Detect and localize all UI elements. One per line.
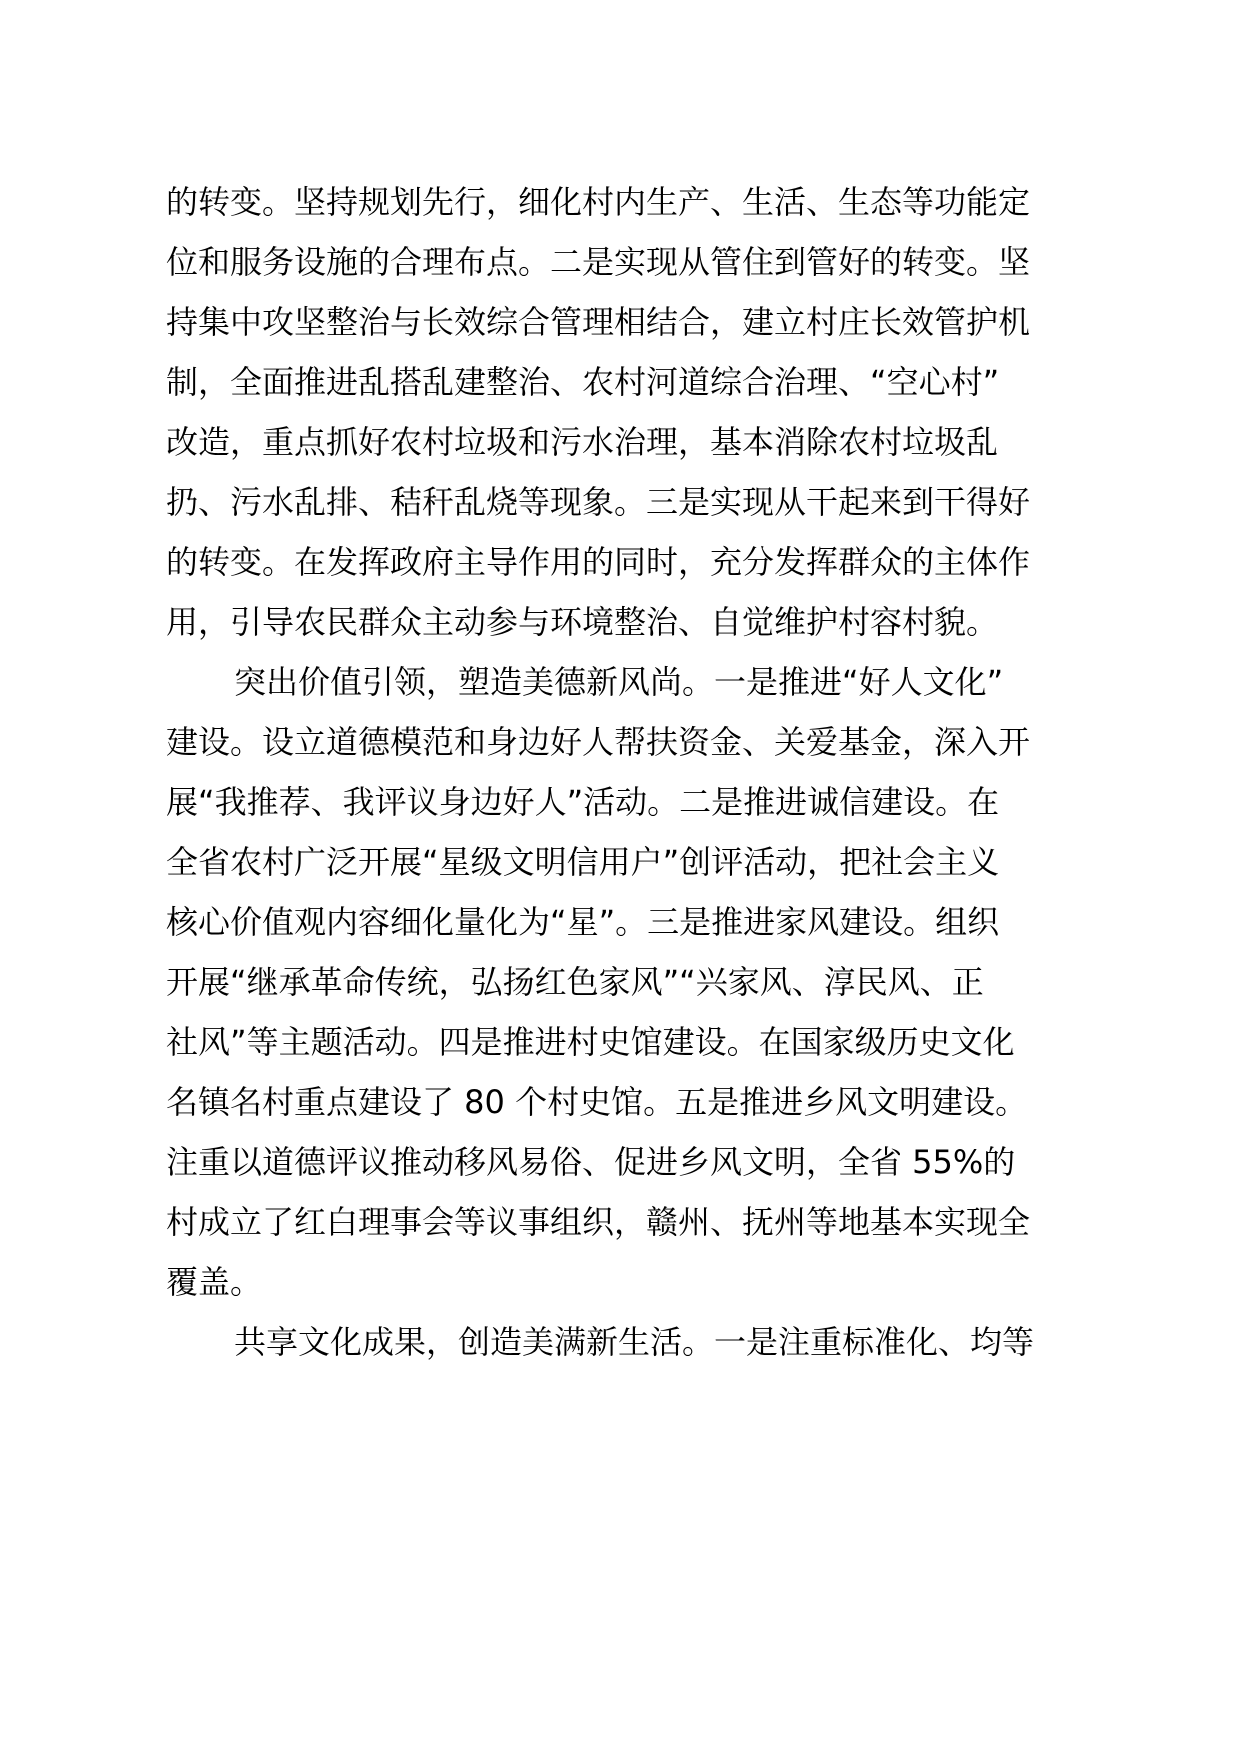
paragraph-line: 共享文化成果，创造美满新生活。一是注重标准化、均等 bbox=[234, 1323, 1035, 1361]
paragraph-line: 注重以道德评议推动移风易俗、促进乡风文明，全省 55%的 bbox=[166, 1143, 1016, 1181]
paragraph-line: 位和服务设施的合理布点。二是实现从管住到管好的转变。坚 bbox=[166, 243, 1031, 281]
paragraph-line: 名镇名村重点建设了 80 个村史馆。五是推进乡风文明建设。 bbox=[166, 1083, 1028, 1121]
paragraph-line: 建设。设立道德模范和身边好人帮扶资金、关爱基金，深入开 bbox=[166, 723, 1031, 761]
paragraph-line: 用，引导农民群众主动参与环境整治、自觉维护村容村貌。 bbox=[166, 603, 999, 641]
paragraph-line: 开展“继承革命传统，弘扬红色家风”“兴家风、淳民风、正 bbox=[166, 963, 984, 1001]
paragraph-line: 村成立了红白理事会等议事组织，赣州、抚州等地基本实现全 bbox=[166, 1203, 1031, 1241]
paragraph-line: 展“我推荐、我评议身边好人”活动。二是推进诚信建设。在 bbox=[166, 783, 1000, 821]
paragraph-line: 突出价值引领，塑造美德新风尚。一是推进“好人文化” bbox=[234, 663, 1004, 701]
paragraph-line: 持集中攻坚整治与长效综合管理相结合，建立村庄长效管护机 bbox=[166, 303, 1031, 341]
paragraph-line: 核心价值观内容细化量化为“星”。三是推进家风建设。组织 bbox=[166, 903, 1000, 941]
paragraph-line: 全省农村广泛开展“星级文明信用户”创评活动，把社会主义 bbox=[166, 843, 1000, 881]
paragraph-line: 改造，重点抓好农村垃圾和污水治理，基本消除农村垃圾乱 bbox=[166, 423, 999, 461]
paragraph-line: 扔、污水乱排、秸秆乱烧等现象。三是实现从干起来到干得好 bbox=[166, 483, 1031, 521]
paragraph-line: 社风”等主题活动。四是推进村史馆建设。在国家级历史文化 bbox=[166, 1023, 1015, 1061]
paragraph-line: 覆盖。 bbox=[166, 1263, 263, 1301]
paragraph-line: 的转变。在发挥政府主导作用的同时，充分发挥群众的主体作 bbox=[166, 543, 1031, 581]
paragraph-line: 制，全面推进乱搭乱建整治、农村河道综合治理、“空心村” bbox=[166, 363, 1000, 401]
paragraph-line: 的转变。坚持规划先行，细化村内生产、生活、生态等功能定 bbox=[166, 183, 1031, 221]
